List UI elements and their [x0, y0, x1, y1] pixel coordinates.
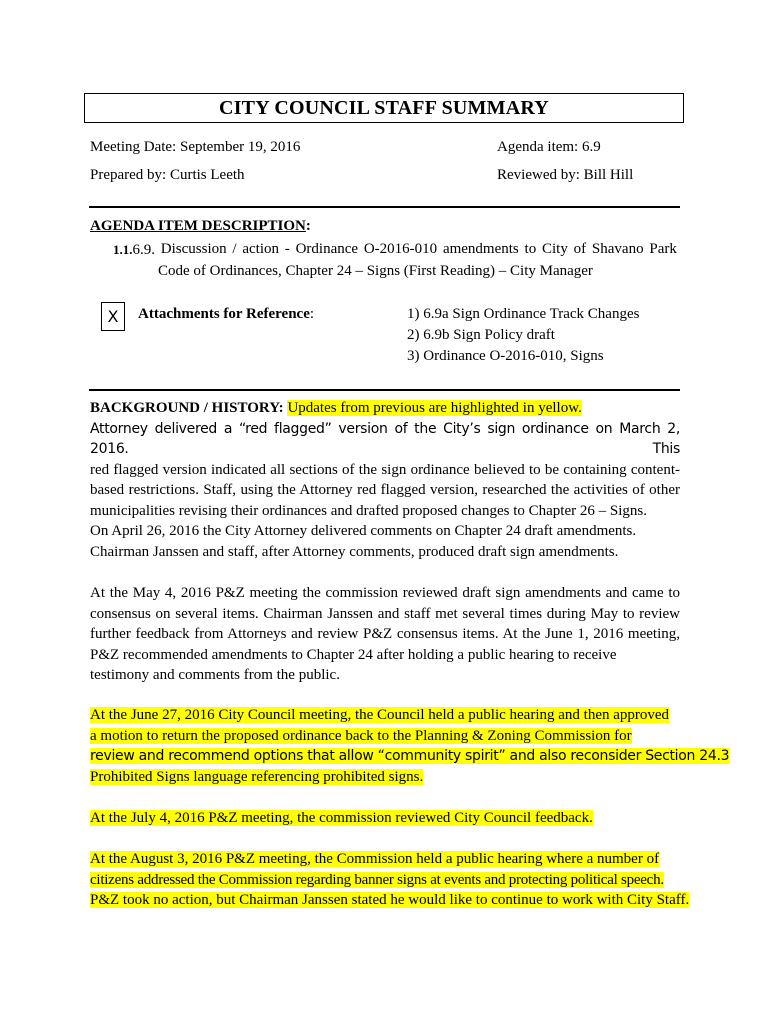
- highlighted-line: a motion to return the proposed ordinance back to the Planning & Zoning Commission for: [90, 727, 632, 744]
- attachment-item: 2) 6.9b Sign Policy draft: [407, 327, 555, 343]
- divider-top: [89, 206, 680, 208]
- agenda-word: Shavano: [591, 241, 644, 257]
- attachments-checkbox: [101, 302, 125, 331]
- paragraph-line: red flagged version indicated all sections of the sign ordinance believed to be containing content-: [90, 461, 680, 478]
- paragraph-line: based restrictions. Staff, using the Attorney red flagged version, researched the activities of other: [90, 482, 680, 499]
- attachment-item: 3) Ordinance O-2016-010, Signs: [407, 348, 604, 364]
- page-title: CITY COUNCIL STAFF SUMMARY: [219, 96, 549, 119]
- meeting-date: Meeting Date: September 19, 2016: [90, 139, 301, 155]
- agenda-word: Discussion: [160, 241, 227, 257]
- agenda-word: to: [524, 241, 537, 257]
- highlighted-line: P&Z took no action, but Chairman Janssen stated he would like to continue to work with City Staff.: [90, 892, 690, 909]
- agenda-word: City: [542, 241, 568, 257]
- background-heading: BACKGROUND / HISTORY:: [90, 400, 284, 416]
- agenda-description-line-1: [113, 239, 677, 261]
- prepared-by: Prepared by: Curtis Leeth: [90, 167, 245, 183]
- agenda-word: of: [573, 241, 587, 257]
- agenda-description-heading: AGENDA ITEM DESCRIPTION:: [90, 218, 311, 234]
- highlighted-line: At the July 4, 2016 P&Z meeting, the commission reviewed City Council feedback.: [90, 810, 593, 826]
- agenda-description-line-2: Code of Ordinances, Chapter 24 – Signs (First Reading) – City Manager: [158, 263, 593, 279]
- highlighted-line: At the June 27, 2016 City Council meeting, the Council held a public hearing and then approved: [90, 707, 670, 723]
- paragraph-line: Attorney delivered a “red flagged” version of the City’s sign ordinance on March 2, 2016. This: [90, 420, 680, 458]
- paragraph-line: testimony and comments from the public.: [90, 667, 340, 684]
- agenda-description: [113, 239, 677, 282]
- background-heading-line: [90, 398, 680, 419]
- agenda-word: 6.9.: [132, 242, 155, 258]
- background-paragraph-3: [90, 583, 680, 686]
- reviewed-by: Reviewed by: Bill Hill: [497, 167, 634, 183]
- paragraph-line: Chairman Janssen and staff, after Attorney comments, produced draft sign amendments.: [90, 543, 619, 560]
- background-section: [90, 398, 680, 522]
- paragraph-line: further feedback from Attorneys and review P&Z consensus items. At the June 1, 2016 meeting,: [90, 626, 680, 643]
- agenda-word: action: [242, 241, 280, 257]
- paragraph-line: P&Z recommended amendments to Chapter 24 after holding a public hearing to receive: [90, 646, 617, 663]
- background-paragraph-5: [90, 808, 680, 829]
- title-box: [84, 93, 684, 123]
- highlighted-line: At the August 3, 2016 P&Z meeting, the Commission held a public hearing where a number of: [90, 851, 660, 867]
- attachments-list: [407, 304, 639, 367]
- agenda-word: /: [232, 241, 237, 257]
- agenda-word: O-2016-010: [363, 241, 438, 257]
- paragraph-line: On April 26, 2016 the City Attorney delivered comments on Chapter 24 draft amendments.: [90, 523, 637, 539]
- paragraph-line: municipalities revising their ordinances and drafted proposed changes to Chapter 26 – Signs.: [90, 502, 647, 519]
- background-paragraph-4: [90, 705, 730, 787]
- agenda-word: -: [284, 241, 290, 257]
- divider-middle: [89, 389, 680, 391]
- highlighted-line: Prohibited Signs language referencing prohibited signs.: [90, 768, 424, 785]
- background-paragraph-1: [90, 419, 680, 522]
- highlight-note: Updates from previous are highlighted in yellow.: [287, 400, 582, 416]
- background-paragraph-6: [90, 849, 690, 911]
- paragraph-line: consensus on several items. Chairman Janssen and staff met several times during May to review: [90, 605, 680, 622]
- highlighted-line: review and recommend options that allow “community spirit” and also reconsider Section 24.3: [90, 748, 730, 765]
- agenda-word: Park: [649, 241, 677, 257]
- paragraph-line: At the May 4, 2016 P&Z meeting the commission reviewed draft sign amendments and came to: [90, 585, 680, 601]
- agenda-word: Ordinance: [295, 241, 359, 257]
- attachments-label: Attachments for Reference:: [138, 306, 315, 322]
- highlighted-line: citizens addressed the Commission regarding banner signs at events and protecting political speech.: [90, 871, 664, 888]
- agenda-item-number: Agenda item: 6.9: [497, 139, 601, 155]
- attachment-item: 1) 6.9a Sign Ordinance Track Changes: [407, 306, 640, 322]
- checkbox-x-mark: X: [107, 307, 119, 326]
- agenda-word: amendments: [442, 241, 519, 257]
- background-paragraph-2: [90, 521, 680, 562]
- list-number: 1.1.: [113, 242, 133, 257]
